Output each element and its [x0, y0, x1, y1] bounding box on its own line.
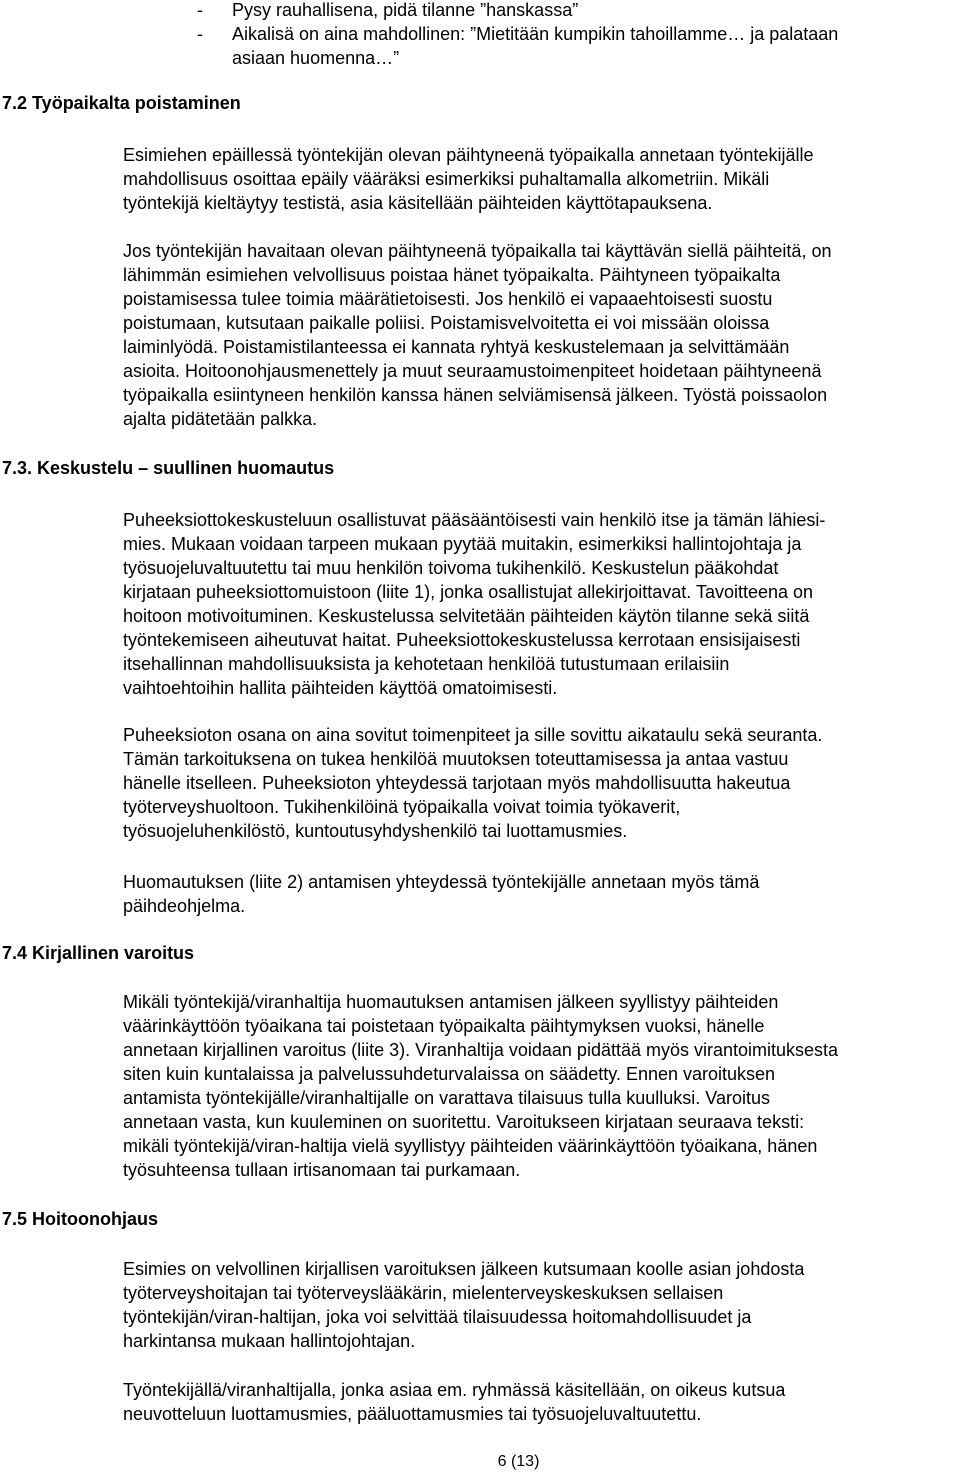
text-line: antamista työntekijälle/viranhaltijalle on varattava tilaisuus tulla kuulluksi. Varoitus: [123, 1088, 770, 1108]
text-line: annetaan kirjallinen varoitus (liite 3). Viranhaltija voidaan pidättää myös virantoimituksesta: [123, 1040, 839, 1060]
text-line: työpaikalla esiintyneen henkilön kanssa hänen selviämisensä jälkeen. Työstä poissaolon: [123, 385, 828, 405]
paragraph: [123, 239, 960, 431]
text-line: asioita. Hoitoonohjausmenettely ja muut seuraamustoimenpiteet hoidetaan päihtyneenä: [123, 361, 822, 381]
text-line: Esimiehen epäillessä työntekijän olevan päihtyneenä työpaikalla annetaan työntekijälle: [123, 145, 814, 165]
text-line: Huomautuksen (liite 2) antamisen yhteydessä työntekijälle annetaan myös tämä: [123, 872, 760, 892]
section-heading-7-4: 7.4 Kirjallinen varoitus: [2, 943, 195, 963]
bullet-dash: -: [197, 24, 203, 44]
paragraph: [123, 1257, 960, 1353]
text-line: mies. Mukaan voidaan tarpeen mukaan pyytää muitakin, esimerkiksi hallintojohtaja ja: [123, 534, 802, 554]
text-line: työntekemiseen aiheutuvat haitat. Puheeksiottokeskustelussa kerrotaan ensisijaisesti: [123, 630, 801, 650]
text-line: itsehallinnan mahdollisuuksista ja kehotetaan henkilöä tutustumaan erilaisiin: [123, 654, 730, 674]
text-line: työterveyshuoltoon. Tukihenkilöinä työpaikalla voivat toimia työkaverit,: [123, 797, 681, 817]
text-line: vaihtoehtoihin hallita päihteiden käyttöä omatoimisesti.: [123, 678, 558, 698]
text-line: työsuojeluhenkilöstö, kuntoutusyhdyshenkilö tai luottamusmies.: [123, 821, 628, 841]
text-line: lähimmän esimiehen velvollisuus poistaa hänet työpaikalta. Päihtyneen työpaikalta: [123, 265, 781, 285]
text-line: kirjataan puheeksiottomuistoon (liite 1), jonka osallistujat allekirjoittavat. Tavoitteena on: [123, 582, 814, 602]
text-line: Jos työntekijän havaitaan olevan päihtyneenä työpaikalla tai käyttävän siellä päihteitä, on: [123, 241, 832, 261]
text-line: laiminlyödä. Poistamistilanteessa ei kannata ryhtyä keskustelemaan ja selvittämään: [123, 337, 790, 357]
paragraph: [123, 143, 960, 215]
paragraph: [123, 1378, 960, 1426]
text-line: työntekijän/viran-haltijan, joka voi selvittää tilaisuudessa hoitomahdollisuudet ja: [123, 1307, 752, 1327]
bullet-item: [197, 22, 957, 46]
text-line: mikäli työntekijä/viran-haltija vielä syyllistyy päihteiden väärinkäyttöön työaikana, hänen: [123, 1136, 818, 1156]
text-line: Mikäli työntekijä/viranhaltija huomautuksen antamisen jälkeen syyllistyy päihteiden: [123, 992, 779, 1012]
text-line: väärinkäyttöön työaikana tai poistetaan työpaikalta päihtymyksen vuoksi, hänelle: [123, 1016, 765, 1036]
bullet-text: Aikalisä on aina mahdollinen: ”Mietitään kumpikin tahoillamme… ja palataan: [232, 24, 839, 44]
paragraph: [123, 870, 960, 918]
text-line: neuvotteluun luottamusmies, pääluottamusmies tai työsuojeluvaltuutettu.: [123, 1404, 702, 1424]
text-line: Esimies on velvollinen kirjallisen varoituksen jälkeen kutsumaan koolle asian johdosta: [123, 1259, 805, 1279]
paragraph: [123, 508, 960, 700]
text-line: mahdollisuus osoittaa epäily vääräksi esimerkiksi puhaltamalla alkometriin. Mikäli: [123, 169, 770, 189]
bullet-text: Pysy rauhallisena, pidä tilanne ”hanskassa”: [232, 0, 579, 20]
text-line: Työntekijällä/viranhaltijalla, jonka asiaa em. ryhmässä käsitellään, on oikeus kutsua: [123, 1380, 786, 1400]
text-line: työterveyshoitajan tai työterveyslääkärin, mielenterveyskeskuksen sellaisen: [123, 1283, 724, 1303]
text-line: harkintansa mukaan hallintojohtajan.: [123, 1331, 416, 1351]
text-line: siten kuin kuntalaissa ja palvelussuhdeturvalaissa on säädetty. Ennen varoituksen: [123, 1064, 776, 1084]
paragraph: [123, 723, 960, 843]
text-line: työsuhteensa tullaan irtisanomaan tai purkamaan.: [123, 1160, 521, 1180]
text-line: annetaan vasta, kun kuuleminen on suoritettu. Varoitukseen kirjataan seuraava teksti:: [123, 1112, 805, 1132]
text-line: työntekijä kieltäytyy testistä, asia käsitellään päihteiden käyttötapauksena.: [123, 193, 713, 213]
paragraph: [123, 990, 960, 1182]
bullet-continuation: asiaan huomenna…”: [232, 48, 400, 68]
text-line: hänelle itselleen. Puheeksioton yhteydessä tarjotaan myös mahdollisuutta hakeutua: [123, 773, 791, 793]
text-line: Puheeksioton osana on aina sovitut toimenpiteet ja sille sovittu aikataulu sekä seuranta.: [123, 725, 823, 745]
text-line: Tämän tarkoituksena on tukea henkilöä muutoksen toteuttamisessa ja antaa vastuu: [123, 749, 789, 769]
page-number: 6 (13): [497, 1453, 540, 1470]
text-line: poistamisessa tulee toimia määrätietoisesti. Jos henkilö ei vapaaehtoisesti suostu: [123, 289, 773, 309]
text-line: työsuojeluvaltuutettu tai muu henkilön toivoma tukihenkilö. Keskustelun pääkohdat: [123, 558, 779, 578]
text-line: Puheeksiottokeskusteluun osallistuvat pääsääntöisesti vain henkilö itse ja tämän lähiesi-: [123, 510, 826, 530]
bullet-dash: -: [197, 0, 203, 20]
text-line: ajalta pidätetään palkka.: [123, 409, 318, 429]
section-heading-7-2: 7.2 Työpaikalta poistaminen: [2, 93, 241, 113]
intro-bullet-list: [197, 0, 957, 70]
bullet-item: [197, 0, 957, 22]
section-heading-7-3: 7.3. Keskustelu – suullinen huomautus: [2, 458, 335, 478]
text-line: poistumaan, kutsutaan paikalle poliisi. Poistamisvelvoitetta ei voi missään oloissa: [123, 313, 770, 333]
text-line: päihdeohjelma.: [123, 896, 246, 916]
text-line: hoitoon motivoituminen. Keskustelussa selvitetään päihteiden käytön tilanne sekä siitä: [123, 606, 810, 626]
section-heading-7-5: 7.5 Hoitoonohjaus: [2, 1209, 159, 1229]
